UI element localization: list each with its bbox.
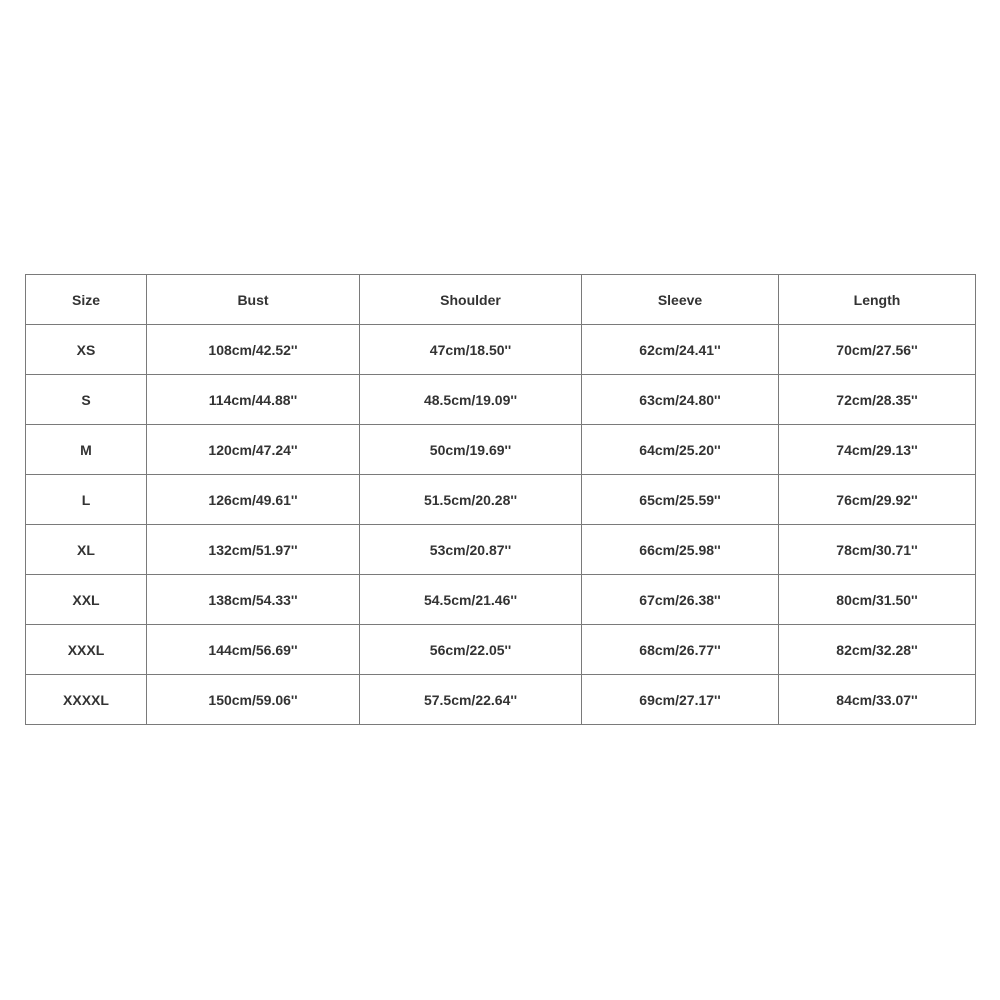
cell-sleeve: 65cm/25.59'': [582, 475, 779, 525]
cell-length: 84cm/33.07'': [779, 675, 976, 725]
cell-shoulder: 48.5cm/19.09'': [360, 375, 582, 425]
cell-sleeve: 62cm/24.41'': [582, 325, 779, 375]
cell-length: 76cm/29.92'': [779, 475, 976, 525]
cell-size: M: [26, 425, 147, 475]
header-sleeve: Sleeve: [582, 275, 779, 325]
cell-length: 74cm/29.13'': [779, 425, 976, 475]
cell-shoulder: 50cm/19.69'': [360, 425, 582, 475]
cell-shoulder: 51.5cm/20.28'': [360, 475, 582, 525]
header-row: [26, 275, 976, 325]
cell-size: XS: [26, 325, 147, 375]
table-header: [26, 275, 976, 325]
cell-sleeve: 68cm/26.77'': [582, 625, 779, 675]
cell-bust: 144cm/56.69'': [147, 625, 360, 675]
cell-sleeve: 66cm/25.98'': [582, 525, 779, 575]
cell-shoulder: 57.5cm/22.64'': [360, 675, 582, 725]
table-row: [26, 325, 976, 375]
header-size: Size: [26, 275, 147, 325]
table-row: [26, 375, 976, 425]
cell-length: 78cm/30.71'': [779, 525, 976, 575]
cell-bust: 132cm/51.97'': [147, 525, 360, 575]
cell-shoulder: 53cm/20.87'': [360, 525, 582, 575]
header-shoulder: Shoulder: [360, 275, 582, 325]
cell-sleeve: 63cm/24.80'': [582, 375, 779, 425]
header-bust: Bust: [147, 275, 360, 325]
cell-bust: 150cm/59.06'': [147, 675, 360, 725]
cell-shoulder: 56cm/22.05'': [360, 625, 582, 675]
cell-length: 82cm/32.28'': [779, 625, 976, 675]
table-row: [26, 525, 976, 575]
header-length: Length: [779, 275, 976, 325]
cell-sleeve: 64cm/25.20'': [582, 425, 779, 475]
table-row: [26, 625, 976, 675]
table-row: [26, 475, 976, 525]
cell-bust: 126cm/49.61'': [147, 475, 360, 525]
cell-length: 72cm/28.35'': [779, 375, 976, 425]
table-body: [26, 325, 976, 725]
size-chart-table: [25, 274, 976, 725]
cell-length: 80cm/31.50'': [779, 575, 976, 625]
cell-size: XXXL: [26, 625, 147, 675]
table-row: [26, 575, 976, 625]
cell-size: XL: [26, 525, 147, 575]
cell-shoulder: 47cm/18.50'': [360, 325, 582, 375]
cell-size: XXL: [26, 575, 147, 625]
cell-shoulder: 54.5cm/21.46'': [360, 575, 582, 625]
cell-bust: 114cm/44.88'': [147, 375, 360, 425]
cell-sleeve: 67cm/26.38'': [582, 575, 779, 625]
table-row: [26, 675, 976, 725]
cell-bust: 138cm/54.33'': [147, 575, 360, 625]
cell-bust: 120cm/47.24'': [147, 425, 360, 475]
cell-bust: 108cm/42.52'': [147, 325, 360, 375]
cell-length: 70cm/27.56'': [779, 325, 976, 375]
table-row: [26, 425, 976, 475]
cell-size: XXXXL: [26, 675, 147, 725]
cell-sleeve: 69cm/27.17'': [582, 675, 779, 725]
cell-size: L: [26, 475, 147, 525]
cell-size: S: [26, 375, 147, 425]
